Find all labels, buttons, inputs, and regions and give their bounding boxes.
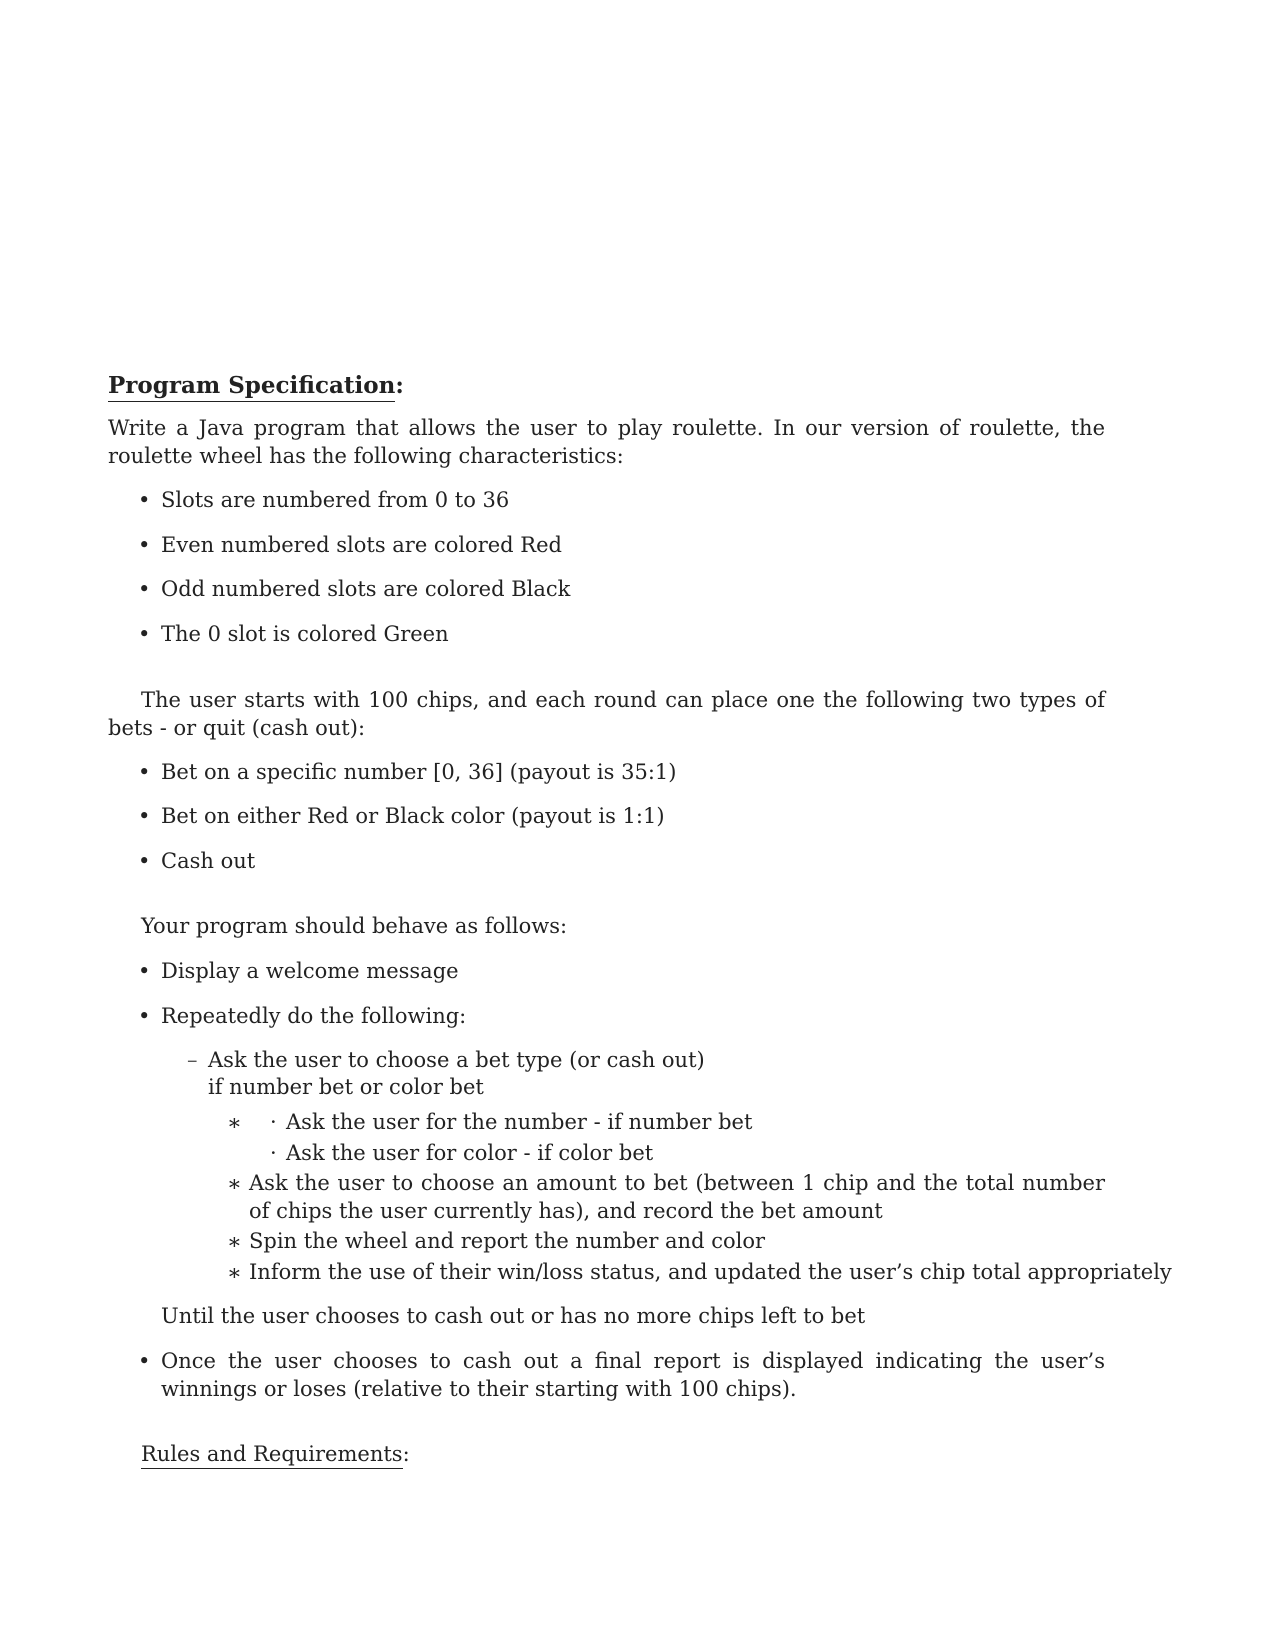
- bullet-icon: •: [138, 577, 151, 601]
- bet-bullet-3: Cash out: [161, 849, 256, 873]
- bullet-icon: •: [138, 622, 151, 646]
- wheel-bullet-3: Odd numbered slots are colored Black: [161, 577, 571, 601]
- middle-dot-icon: ·: [270, 1141, 277, 1165]
- asterisk-icon: ∗: [227, 1111, 242, 1136]
- star-item-3: Inform the use of their win/loss status, and updated the user’s chip total appropriately: [249, 1260, 1172, 1284]
- dot-item-2: Ask the user for color - if color bet: [286, 1141, 654, 1165]
- bet-bullet-2: Bet on either Red or Black color (payout is 1:1): [161, 804, 665, 828]
- bullet-icon: •: [138, 804, 151, 828]
- asterisk-icon: ∗: [227, 1261, 242, 1286]
- wheel-bullet-4: The 0 slot is colored Green: [161, 622, 449, 646]
- behave-bullet-2: Repeatedly do the following:: [161, 1004, 467, 1028]
- bullet-icon: •: [138, 1349, 151, 1373]
- wheel-bullet-2: Even numbered slots are colored Red: [161, 533, 562, 557]
- chips-paragraph: The user starts with 100 chips, and each round can place one the following two types of bets - or quit (cash out):: [108, 688, 1105, 740]
- dot-item-1: Ask the user for the number - if number bet: [286, 1110, 753, 1134]
- asterisk-icon: ∗: [227, 1172, 242, 1197]
- section-heading-text: Program Specification: [108, 372, 395, 402]
- section-heading: [108, 372, 404, 400]
- behave-paragraph: Your program should behave as follows:: [141, 914, 568, 938]
- rules-heading: [141, 1440, 410, 1468]
- bullet-icon: •: [138, 760, 151, 784]
- dash-item-line-1: Ask the user to choose a bet type (or cash out): [208, 1048, 705, 1072]
- star-item-1: Ask the user to choose an amount to bet (between 1 chip and the total number of chips the user currently has), and record the bet amount: [249, 1171, 1105, 1223]
- until-line: Until the user chooses to cash out or has no more chips left to bet: [161, 1304, 866, 1328]
- rules-heading-colon: :: [402, 1442, 410, 1466]
- bullet-icon: •: [138, 849, 151, 873]
- middle-dot-icon: ·: [270, 1110, 277, 1134]
- rules-heading-text: Rules and Requirements: [141, 1442, 403, 1469]
- bet-bullet-1: Bet on a specific number [0, 36] (payout is 35:1): [161, 760, 677, 784]
- asterisk-icon: ∗: [227, 1230, 242, 1255]
- dash-item-line-2: if number bet or color bet: [208, 1075, 484, 1099]
- intro-paragraph: Write a Java program that allows the user to play roulette. In our version of roulette, the roulette wheel has the following characteristics:: [108, 416, 1105, 468]
- bullet-icon: •: [138, 533, 151, 557]
- behave-bullet-1: Display a welcome message: [161, 959, 459, 983]
- bullet-icon: •: [138, 959, 151, 983]
- bullet-icon: •: [138, 1004, 151, 1028]
- star-item-2: Spin the wheel and report the number and color: [249, 1229, 766, 1253]
- section-heading-colon: :: [395, 372, 404, 399]
- bullet-icon: •: [138, 488, 151, 512]
- dash-icon: –: [187, 1048, 198, 1072]
- final-bullet: Once the user chooses to cash out a final report is displayed indicating the user’s winnings or loses (relative to their starting with 100 chips).: [161, 1349, 1105, 1401]
- wheel-bullet-1: Slots are numbered from 0 to 36: [161, 488, 510, 512]
